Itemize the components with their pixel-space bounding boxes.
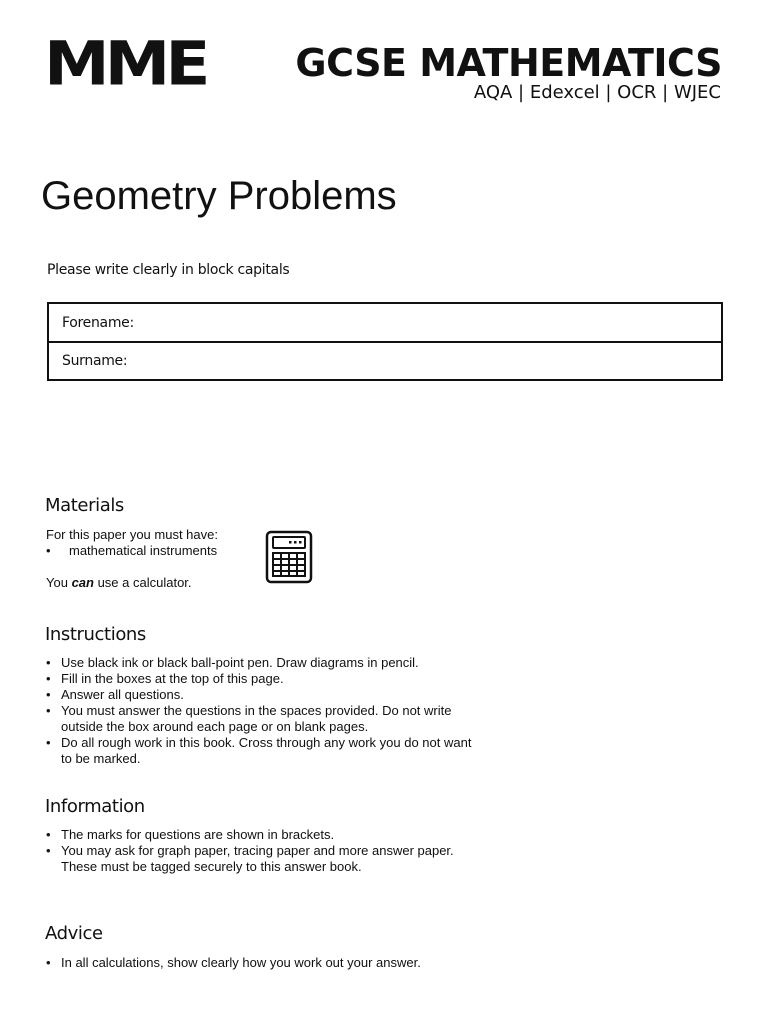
calculator-icon (265, 530, 313, 584)
surname-field[interactable] (49, 341, 721, 379)
list-item: • Do all rough work in this book. Cross through any work you do not want to be marked. (46, 735, 472, 766)
information-list (46, 827, 454, 875)
calculator-note: You can use a calculator. (46, 575, 192, 590)
advice-heading: Advice (45, 923, 103, 944)
list-item: • In all calculations, show clearly how you work out your answer. (46, 955, 421, 970)
advice-list (46, 955, 421, 971)
list-item: • Use black ink or black ball-point pen. Draw diagrams in pencil. (46, 655, 419, 670)
list-item: • Answer all questions. (46, 687, 184, 702)
instructions-heading: Instructions (45, 624, 146, 645)
exam-boards: AQA | Edexcel | OCR | WJEC (473, 82, 721, 103)
forename-label: Forename: (62, 314, 134, 331)
materials-list (46, 543, 217, 559)
name-box (47, 302, 723, 381)
list-item: • You may ask for graph paper, tracing paper and more answer paper. These must be tagged securely to this answer book. (46, 843, 454, 874)
header-title: GCSE MATHEMATICS (295, 41, 722, 85)
instructions-list (46, 655, 471, 767)
forename-field[interactable] (49, 304, 721, 341)
list-item: • You must answer the questions in the spaces provided. Do not write outside the box around each page or on blank pages. (46, 703, 452, 734)
list-item: • The marks for questions are shown in brackets. (46, 827, 335, 842)
surname-label: Surname: (62, 353, 128, 369)
block-capitals-note: Please write clearly in block capitals (47, 262, 290, 278)
list-item: • mathematical instruments (46, 543, 218, 558)
mme-logo: MME (44, 28, 206, 100)
page-title: Geometry Problems (41, 174, 397, 218)
materials-heading: Materials (45, 495, 124, 516)
calculator-emphasis: can (71, 575, 94, 590)
materials-intro: For this paper you must have: (46, 527, 218, 542)
information-heading: Information (45, 796, 145, 817)
list-item: • Fill in the boxes at the top of this page. (46, 671, 284, 686)
